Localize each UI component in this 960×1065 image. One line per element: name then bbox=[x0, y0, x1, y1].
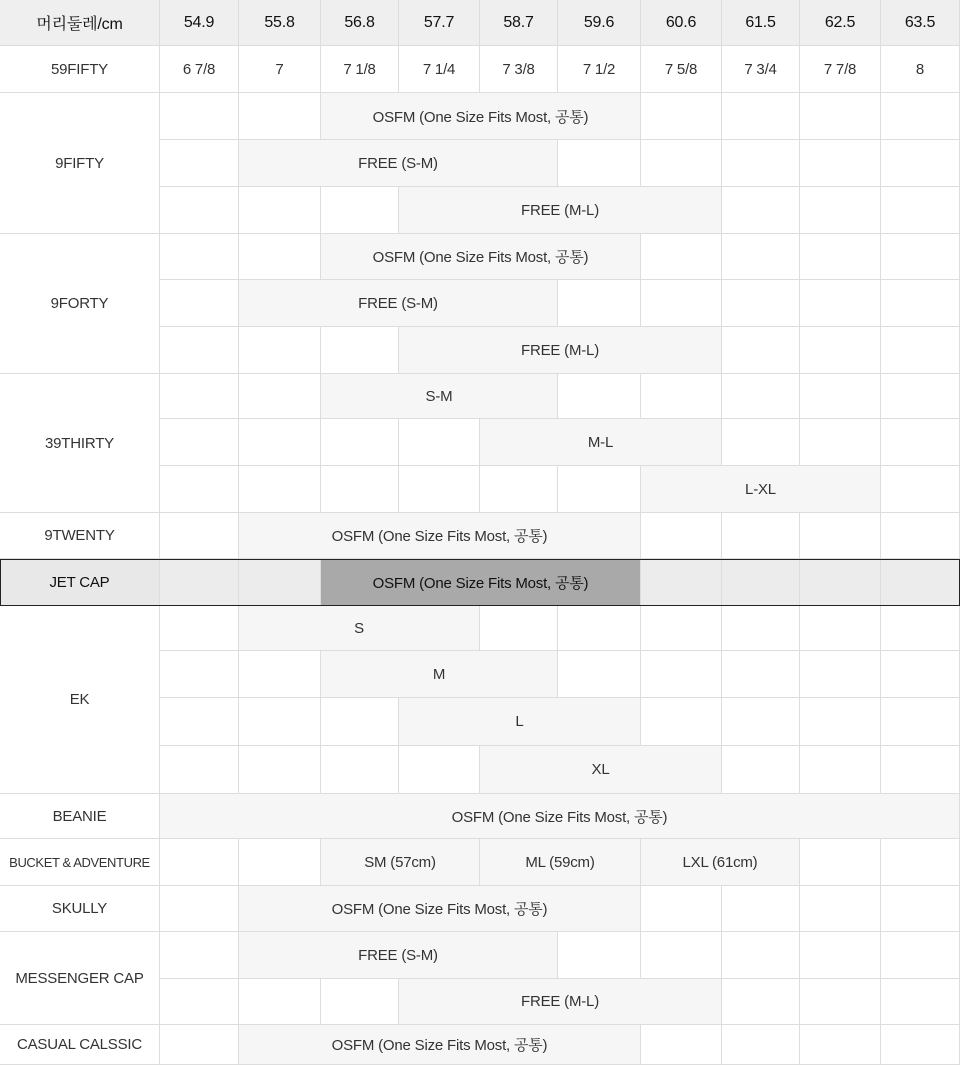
empty-cell bbox=[881, 140, 960, 187]
size-range-band: SM (57cm) bbox=[321, 839, 480, 886]
empty-cell bbox=[641, 651, 722, 698]
header-circumference-cell: 63.5 bbox=[881, 0, 960, 46]
model-label: EK bbox=[0, 606, 160, 794]
empty-cell bbox=[641, 374, 722, 419]
empty-cell bbox=[722, 374, 800, 419]
empty-cell bbox=[881, 606, 960, 651]
empty-cell bbox=[881, 979, 960, 1025]
empty-cell bbox=[800, 93, 881, 140]
empty-cell bbox=[800, 559, 881, 606]
size-range-band: FREE (M-L) bbox=[399, 979, 722, 1025]
empty-cell bbox=[881, 698, 960, 746]
empty-cell bbox=[239, 746, 321, 794]
empty-cell bbox=[722, 327, 800, 374]
size-range-band: OSFM (One Size Fits Most, 공통) bbox=[160, 794, 960, 839]
empty-cell bbox=[399, 746, 480, 794]
empty-cell bbox=[641, 886, 722, 932]
hat-size-cell: 7 bbox=[239, 46, 321, 93]
hat-size-cell: 7 1/2 bbox=[558, 46, 641, 93]
size-range-band: OSFM (One Size Fits Most, 공통) bbox=[321, 93, 641, 140]
empty-cell bbox=[722, 886, 800, 932]
empty-cell bbox=[881, 280, 960, 327]
empty-cell bbox=[641, 513, 722, 559]
empty-cell bbox=[800, 187, 881, 234]
header-circumference-cell: 56.8 bbox=[321, 0, 399, 46]
empty-cell bbox=[722, 93, 800, 140]
empty-cell bbox=[881, 559, 960, 606]
empty-cell bbox=[239, 466, 321, 513]
empty-cell bbox=[558, 140, 641, 187]
empty-cell bbox=[722, 559, 800, 606]
empty-cell bbox=[641, 280, 722, 327]
empty-cell bbox=[160, 140, 239, 187]
empty-cell bbox=[722, 746, 800, 794]
size-range-band: FREE (M-L) bbox=[399, 187, 722, 234]
model-label: 59FIFTY bbox=[0, 46, 160, 93]
header-circumference-cell: 55.8 bbox=[239, 0, 321, 46]
empty-cell bbox=[399, 466, 480, 513]
empty-cell bbox=[160, 559, 239, 606]
header-circumference-cell: 54.9 bbox=[160, 0, 239, 46]
size-range-band: OSFM (One Size Fits Most, 공통) bbox=[239, 886, 641, 932]
empty-cell bbox=[881, 93, 960, 140]
hat-size-cell: 7 5/8 bbox=[641, 46, 722, 93]
size-range-band: XL bbox=[480, 746, 722, 794]
header-circumference-cell: 61.5 bbox=[722, 0, 800, 46]
hat-size-cell: 7 3/4 bbox=[722, 46, 800, 93]
hat-size-cell: 7 7/8 bbox=[800, 46, 881, 93]
size-range-band: L-XL bbox=[641, 466, 881, 513]
size-range-band: FREE (M-L) bbox=[399, 327, 722, 374]
size-range-band: OSFM (One Size Fits Most, 공통) bbox=[321, 234, 641, 280]
empty-cell bbox=[881, 374, 960, 419]
header-circumference-cell: 58.7 bbox=[480, 0, 558, 46]
empty-cell bbox=[881, 513, 960, 559]
empty-cell bbox=[239, 651, 321, 698]
size-range-band: S-M bbox=[321, 374, 558, 419]
empty-cell bbox=[160, 419, 239, 466]
model-label: 39THIRTY bbox=[0, 374, 160, 513]
header-circumference-cell: 62.5 bbox=[800, 0, 881, 46]
empty-cell bbox=[722, 698, 800, 746]
empty-cell bbox=[558, 651, 641, 698]
empty-cell bbox=[160, 932, 239, 979]
empty-cell bbox=[800, 746, 881, 794]
empty-cell bbox=[800, 327, 881, 374]
empty-cell bbox=[160, 93, 239, 140]
empty-cell bbox=[160, 513, 239, 559]
empty-cell bbox=[722, 651, 800, 698]
empty-cell bbox=[558, 606, 641, 651]
header-circumference-cell: 59.6 bbox=[558, 0, 641, 46]
size-range-band: M-L bbox=[480, 419, 722, 466]
size-range-band: OSFM (One Size Fits Most, 공통) bbox=[239, 513, 641, 559]
empty-cell bbox=[800, 606, 881, 651]
empty-cell bbox=[160, 746, 239, 794]
empty-cell bbox=[800, 979, 881, 1025]
model-label: 9TWENTY bbox=[0, 513, 160, 559]
empty-cell bbox=[239, 698, 321, 746]
empty-cell bbox=[800, 280, 881, 327]
empty-cell bbox=[160, 187, 239, 234]
empty-cell bbox=[160, 1025, 239, 1065]
empty-cell bbox=[800, 419, 881, 466]
header-circumference-cell: 60.6 bbox=[641, 0, 722, 46]
empty-cell bbox=[722, 140, 800, 187]
empty-cell bbox=[722, 932, 800, 979]
empty-cell bbox=[321, 327, 399, 374]
empty-cell bbox=[722, 513, 800, 559]
size-range-band: OSFM (One Size Fits Most, 공통) bbox=[321, 559, 641, 606]
empty-cell bbox=[722, 1025, 800, 1065]
size-range-band: FREE (S-M) bbox=[239, 140, 558, 187]
header-circumference-cell: 57.7 bbox=[399, 0, 480, 46]
empty-cell bbox=[321, 746, 399, 794]
size-range-band: FREE (S-M) bbox=[239, 280, 558, 327]
model-label: 9FORTY bbox=[0, 234, 160, 374]
empty-cell bbox=[321, 979, 399, 1025]
empty-cell bbox=[641, 234, 722, 280]
empty-cell bbox=[800, 374, 881, 419]
empty-cell bbox=[641, 140, 722, 187]
model-label: BEANIE bbox=[0, 794, 160, 839]
size-range-band: OSFM (One Size Fits Most, 공통) bbox=[239, 1025, 641, 1065]
empty-cell bbox=[641, 698, 722, 746]
hat-size-cell: 8 bbox=[881, 46, 960, 93]
empty-cell bbox=[160, 886, 239, 932]
empty-cell bbox=[321, 466, 399, 513]
size-range-band: S bbox=[239, 606, 480, 651]
model-label: MESSENGER CAP bbox=[0, 932, 160, 1025]
empty-cell bbox=[800, 698, 881, 746]
empty-cell bbox=[239, 559, 321, 606]
empty-cell bbox=[641, 1025, 722, 1065]
empty-cell bbox=[641, 932, 722, 979]
empty-cell bbox=[160, 234, 239, 280]
hat-size-cell: 7 1/8 bbox=[321, 46, 399, 93]
empty-cell bbox=[881, 746, 960, 794]
empty-cell bbox=[881, 839, 960, 886]
hat-size-cell: 7 1/4 bbox=[399, 46, 480, 93]
hat-size-cell: 6 7/8 bbox=[160, 46, 239, 93]
empty-cell bbox=[641, 93, 722, 140]
empty-cell bbox=[722, 280, 800, 327]
empty-cell bbox=[881, 651, 960, 698]
empty-cell bbox=[239, 234, 321, 280]
empty-cell bbox=[480, 466, 558, 513]
empty-cell bbox=[800, 234, 881, 280]
empty-cell bbox=[160, 280, 239, 327]
empty-cell bbox=[722, 606, 800, 651]
empty-cell bbox=[399, 419, 480, 466]
empty-cell bbox=[239, 979, 321, 1025]
size-range-band: FREE (S-M) bbox=[239, 932, 558, 979]
model-label: 9FIFTY bbox=[0, 93, 160, 234]
empty-cell bbox=[558, 280, 641, 327]
hat-size-cell: 7 3/8 bbox=[480, 46, 558, 93]
empty-cell bbox=[881, 187, 960, 234]
empty-cell bbox=[722, 979, 800, 1025]
empty-cell bbox=[160, 979, 239, 1025]
empty-cell bbox=[321, 698, 399, 746]
model-label: SKULLY bbox=[0, 886, 160, 932]
empty-cell bbox=[160, 327, 239, 374]
empty-cell bbox=[722, 187, 800, 234]
empty-cell bbox=[239, 419, 321, 466]
model-label: BUCKET & ADVENTURE bbox=[0, 839, 160, 886]
empty-cell bbox=[239, 327, 321, 374]
empty-cell bbox=[800, 932, 881, 979]
empty-cell bbox=[881, 932, 960, 979]
empty-cell bbox=[881, 466, 960, 513]
empty-cell bbox=[800, 1025, 881, 1065]
empty-cell bbox=[800, 651, 881, 698]
empty-cell bbox=[239, 374, 321, 419]
empty-cell bbox=[239, 187, 321, 234]
empty-cell bbox=[558, 466, 641, 513]
empty-cell bbox=[641, 559, 722, 606]
size-range-band: L bbox=[399, 698, 641, 746]
empty-cell bbox=[881, 1025, 960, 1065]
empty-cell bbox=[881, 419, 960, 466]
size-range-band: M bbox=[321, 651, 558, 698]
empty-cell bbox=[800, 886, 881, 932]
empty-cell bbox=[800, 839, 881, 886]
empty-cell bbox=[160, 651, 239, 698]
model-label: CASUAL CALSSIC bbox=[0, 1025, 160, 1065]
size-range-band: ML (59cm) bbox=[480, 839, 641, 886]
empty-cell bbox=[641, 606, 722, 651]
empty-cell bbox=[160, 606, 239, 651]
model-label: JET CAP bbox=[0, 559, 160, 606]
empty-cell bbox=[722, 419, 800, 466]
empty-cell bbox=[321, 419, 399, 466]
empty-cell bbox=[160, 698, 239, 746]
empty-cell bbox=[239, 839, 321, 886]
empty-cell bbox=[480, 606, 558, 651]
header-label: 머리둘레/cm bbox=[0, 0, 160, 46]
empty-cell bbox=[722, 234, 800, 280]
empty-cell bbox=[800, 140, 881, 187]
empty-cell bbox=[160, 466, 239, 513]
empty-cell bbox=[881, 234, 960, 280]
empty-cell bbox=[558, 932, 641, 979]
empty-cell bbox=[881, 886, 960, 932]
empty-cell bbox=[558, 374, 641, 419]
empty-cell bbox=[160, 839, 239, 886]
size-range-band: LXL (61cm) bbox=[641, 839, 800, 886]
empty-cell bbox=[160, 374, 239, 419]
empty-cell bbox=[321, 187, 399, 234]
empty-cell bbox=[881, 327, 960, 374]
empty-cell bbox=[800, 513, 881, 559]
empty-cell bbox=[239, 93, 321, 140]
